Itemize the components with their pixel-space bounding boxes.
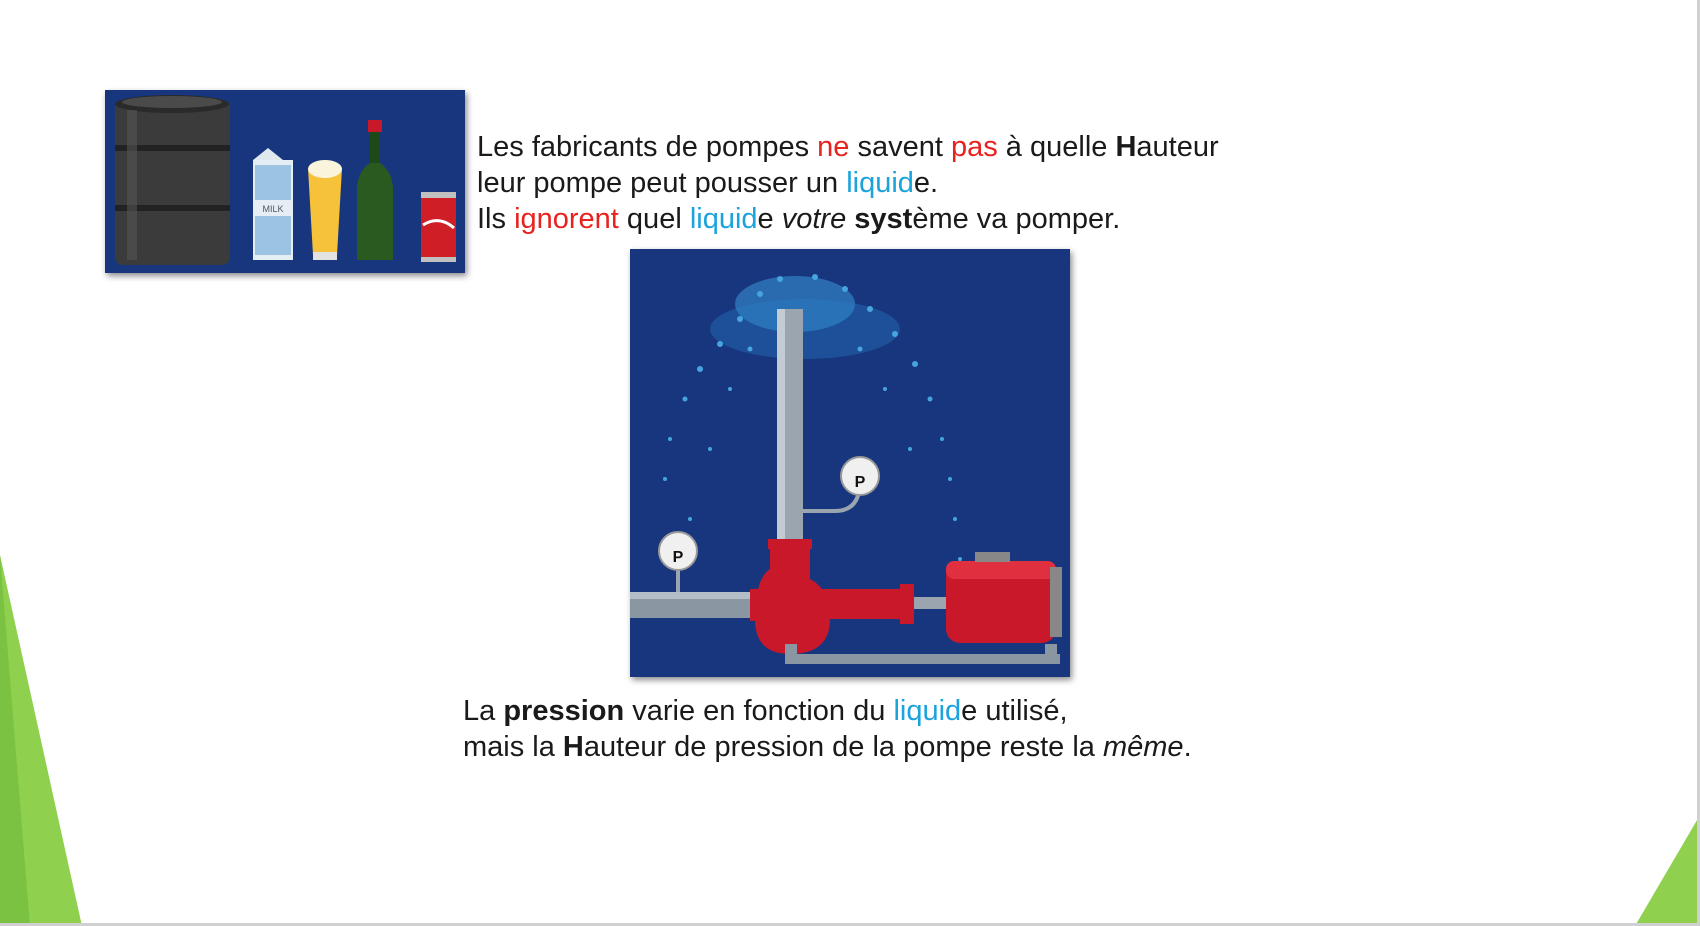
milk-carton-icon [253, 148, 293, 260]
intro-paragraph [477, 129, 1219, 237]
beer-glass-icon [308, 160, 342, 260]
highlight-ignorent: ignorent [514, 203, 619, 235]
intro-line-1: Les fabricants de pompes ne savent pas à quelle Hauteur [477, 131, 1219, 163]
right-green-triangle [1635, 815, 1700, 926]
italic-meme: même [1102, 731, 1184, 763]
highlight-liquid: liquid [893, 695, 962, 727]
bold-syst: syst [854, 203, 913, 235]
bold-h: H [1115, 131, 1137, 163]
liquid-containers-image [105, 90, 465, 273]
pressure-line-1: La pression varie en fonction du liquide utilisé, [463, 695, 1068, 727]
highlight-pas: pas [950, 131, 998, 163]
highlight-ne: ne [817, 131, 850, 163]
italic-votre: votre [781, 203, 847, 235]
pump-illustration [630, 249, 1070, 677]
pressure-line-2: mais la Hauteur de pression de la pompe reste la même. [463, 731, 1192, 763]
intro-line-3: Ils ignorent quel liquide votre système va pomper. [477, 203, 1121, 235]
pump-fountain-image [630, 249, 1070, 677]
barrel-icon [115, 95, 230, 265]
bold-h: H [562, 731, 584, 763]
highlight-liquid: liquid [846, 167, 914, 199]
bold-pression: pression [503, 695, 625, 727]
base-frame [785, 654, 1060, 664]
highlight-liquid: liquid [689, 203, 758, 235]
soda-can-icon [421, 192, 456, 262]
motor [946, 552, 1062, 643]
pressure-paragraph [463, 693, 1192, 765]
containers-illustration [105, 90, 465, 273]
svg-text:P: P [854, 474, 866, 491]
svg-text:P: P [672, 549, 684, 566]
shaft [914, 597, 946, 609]
svg-text:MILK: MILK [262, 204, 284, 214]
intro-line-2: leur pompe peut pousser un liquide. [477, 167, 939, 199]
